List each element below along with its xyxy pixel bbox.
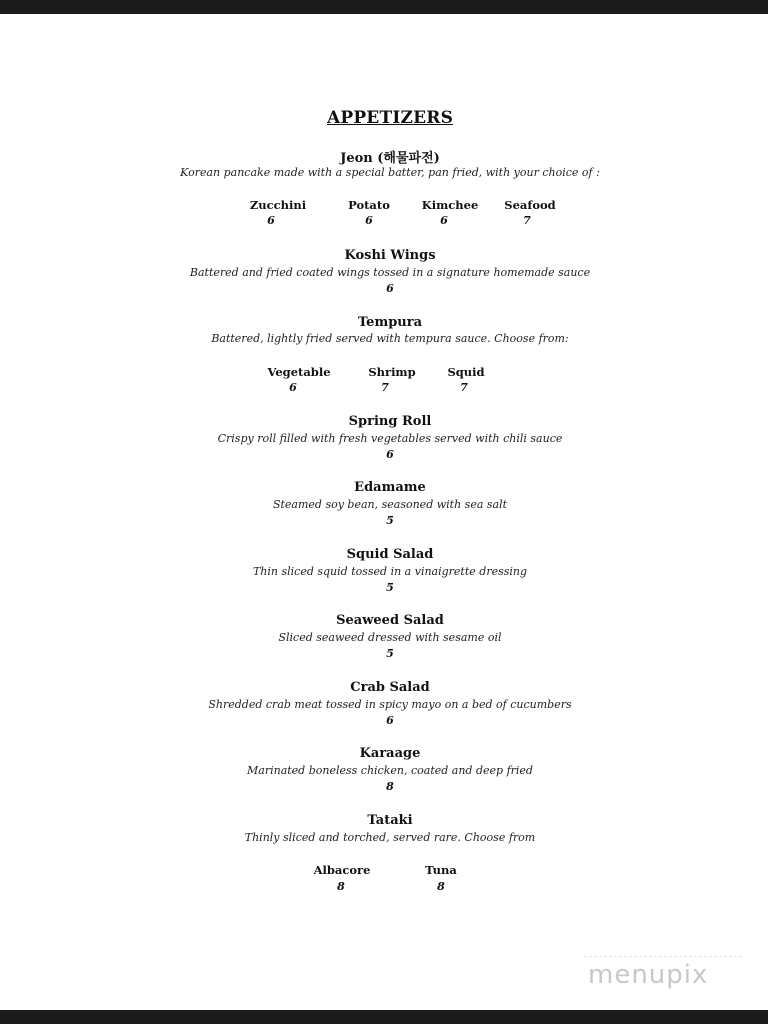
item-desc-squid-salad: Thin sliced squid tossed in a vinaigrette dressing bbox=[252, 565, 528, 578]
option-name: Zucchini bbox=[249, 198, 307, 212]
item-name-crab-salad: Crab Salad bbox=[350, 680, 430, 695]
item-desc-tataki: Thinly sliced and torched, served rare. Choose from bbox=[244, 831, 536, 844]
item-name-seaweed-salad: Seaweed Salad bbox=[336, 613, 444, 628]
option-name: Vegetable bbox=[267, 365, 331, 379]
item-price-karaage: 8 bbox=[386, 780, 394, 793]
item-price-spring-roll: 6 bbox=[386, 448, 394, 461]
item-name-spring-roll: Spring Roll bbox=[348, 414, 432, 429]
item-desc-tempura: Battered, lightly fried served with tempura sauce. Choose from: bbox=[211, 332, 569, 345]
item-price-crab-salad: 6 bbox=[386, 714, 394, 727]
item-desc-seaweed-salad: Sliced seaweed dressed with sesame oil bbox=[278, 631, 502, 644]
item-desc-edamame: Steamed soy bean, seasoned with sea salt bbox=[272, 498, 508, 511]
item-name-koshi-wings: Koshi Wings bbox=[344, 248, 436, 263]
item-price-squid-salad: 5 bbox=[386, 581, 394, 594]
item-desc-crab-salad: Shredded crab meat tossed in spicy mayo on a bed of cucumbers bbox=[208, 698, 572, 711]
item-name-karaage: Karaage bbox=[359, 746, 421, 761]
option-name: Kimchee bbox=[421, 198, 479, 212]
item-name-tataki: Tataki bbox=[367, 813, 413, 828]
option-price: 6 bbox=[440, 214, 448, 227]
item-desc-karaage: Marinated boneless chicken, coated and deep fried bbox=[247, 764, 533, 777]
item-price-seaweed-salad: 5 bbox=[386, 647, 394, 660]
option-name: Albacore bbox=[313, 863, 371, 877]
item-desc-jeon: Korean pancake made with a special batter, pan fried, with your choice of : bbox=[180, 166, 600, 179]
option-name: Potato bbox=[348, 198, 390, 212]
item-name-tempura: Tempura bbox=[357, 315, 423, 330]
item-name-jeon: Jeon (해물파전) bbox=[340, 151, 440, 166]
bottom-frame-bar bbox=[0, 1010, 768, 1024]
option-price: 6 bbox=[365, 214, 373, 227]
item-name-squid-salad: Squid Salad bbox=[346, 547, 434, 562]
menupix-watermark: menupix bbox=[588, 960, 709, 990]
option-name: Tuna bbox=[425, 863, 457, 877]
option-price: 7 bbox=[381, 381, 389, 394]
option-price: 8 bbox=[337, 880, 345, 893]
option-price: 8 bbox=[437, 880, 445, 893]
item-price-edamame: 5 bbox=[386, 514, 394, 527]
item-name-edamame: Edamame bbox=[354, 480, 426, 495]
item-desc-spring-roll: Crispy roll filled with fresh vegetables served with chili sauce bbox=[217, 432, 563, 445]
option-name: Seafood bbox=[504, 198, 556, 212]
option-name: Shrimp bbox=[368, 365, 416, 379]
option-price: 7 bbox=[460, 381, 468, 394]
option-price: 6 bbox=[289, 381, 297, 394]
option-name: Squid bbox=[447, 365, 485, 379]
option-price: 6 bbox=[267, 214, 275, 227]
top-frame-bar bbox=[0, 0, 768, 14]
option-price: 7 bbox=[523, 214, 531, 227]
item-price-koshi-wings: 6 bbox=[386, 282, 394, 295]
section-heading: APPETIZERS bbox=[326, 108, 454, 128]
item-desc-koshi-wings: Battered and fried coated wings tossed in a signature homemade sauce bbox=[189, 266, 591, 279]
